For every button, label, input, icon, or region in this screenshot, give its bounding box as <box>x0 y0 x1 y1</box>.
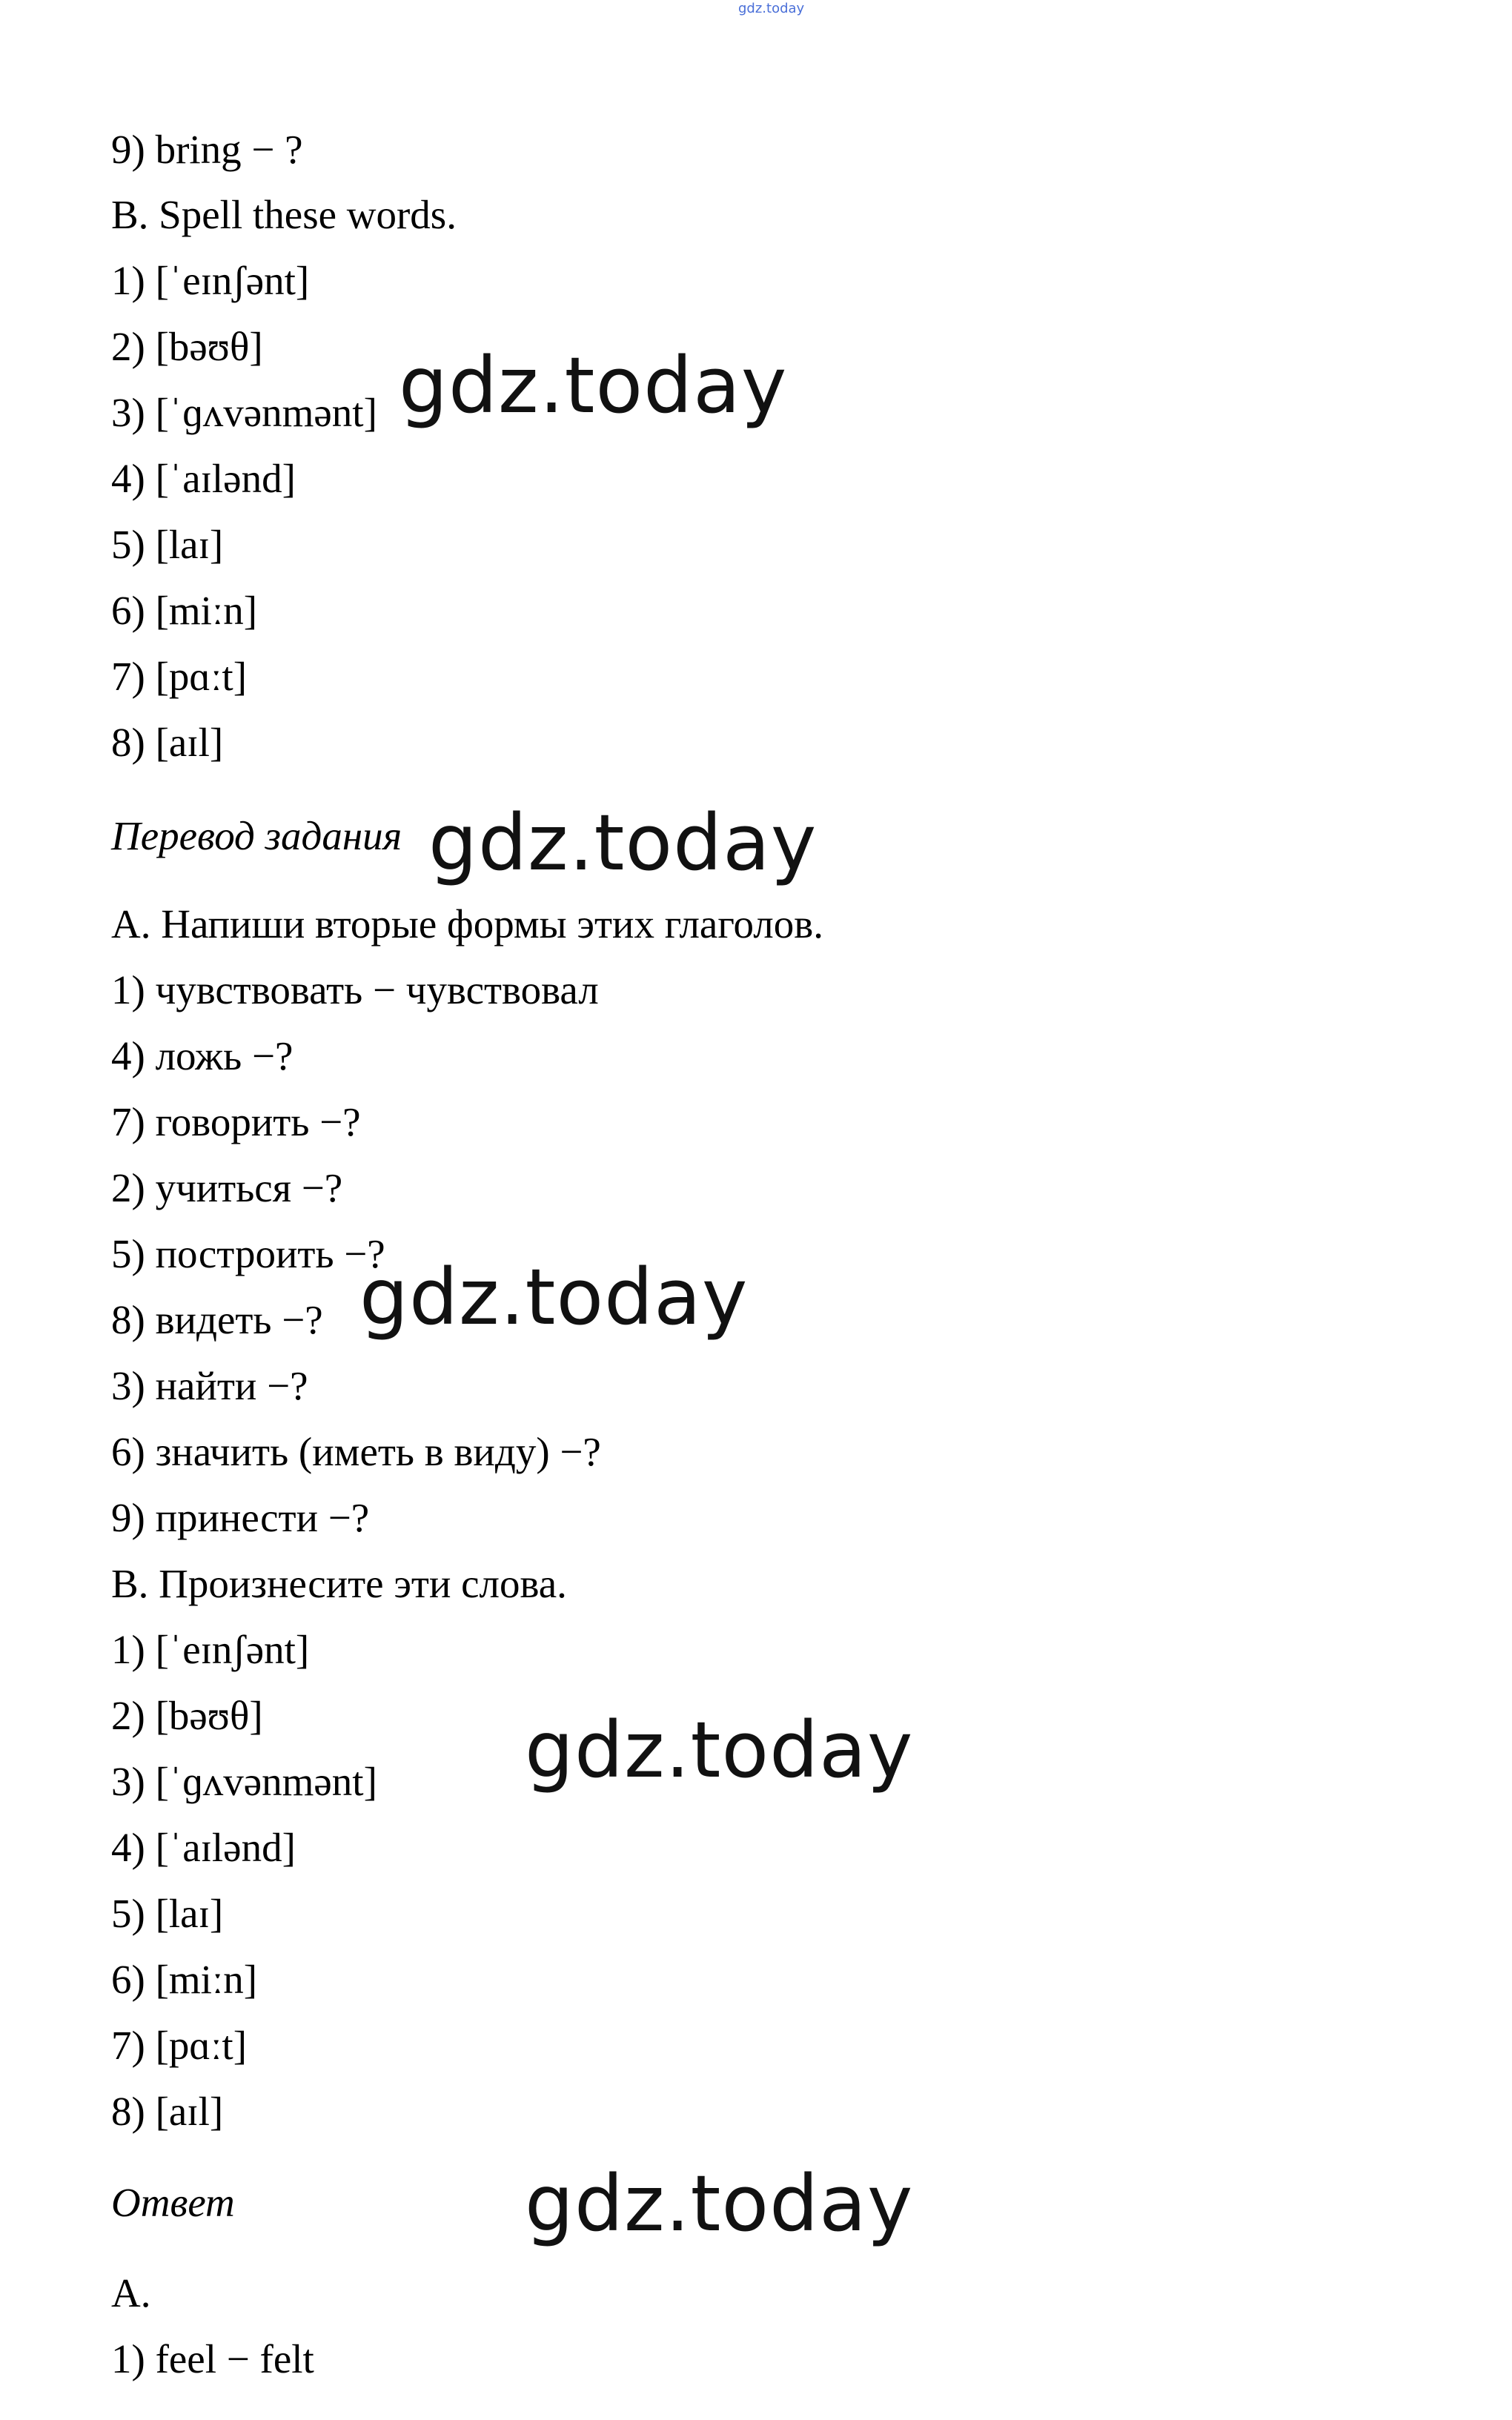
pron-item-8: 8) [aɪl] <box>111 2089 224 2134</box>
watermark-2: gdz.today <box>428 798 818 888</box>
task-b-heading: B. Произнесите эти слова. <box>111 1561 567 1606</box>
answer-part-a: A. <box>111 2270 151 2315</box>
answer-heading: Ответ <box>111 2180 235 2225</box>
verb-item-7: 7) говорить −? <box>111 1099 361 1144</box>
task-a-heading: A. Напиши вторые формы этих глаголов. <box>111 901 823 947</box>
spell-item-3: 3) [ˈɡʌvənmənt] <box>111 390 377 435</box>
verb-item-2: 2) учиться −? <box>111 1165 343 1210</box>
watermark-1: gdz.today <box>399 340 788 431</box>
pron-item-3: 3) [ˈɡʌvənmənt] <box>111 1759 377 1804</box>
verb-item-1: 1) чувствовать − чувствовал <box>111 967 599 1012</box>
spell-item-6: 6) [miːn] <box>111 588 258 633</box>
spell-heading: B. Spell these words. <box>111 192 457 237</box>
spell-item-8: 8) [aɪl] <box>111 720 224 765</box>
watermark-5: gdz.today <box>525 2158 914 2249</box>
pron-item-5: 5) [laɪ] <box>111 1891 224 1936</box>
spell-item-7: 7) [pɑːt] <box>111 654 248 699</box>
spell-item-5: 5) [laɪ] <box>111 522 224 567</box>
pron-item-7: 7) [pɑːt] <box>111 2023 248 2068</box>
watermark-4: gdz.today <box>525 1705 914 1795</box>
bring-line: 9) bring − ? <box>111 127 303 172</box>
pron-item-6: 6) [miːn] <box>111 1957 258 2002</box>
watermark-3: gdz.today <box>359 1252 749 1342</box>
spell-item-2: 2) [bəʊθ] <box>111 324 263 369</box>
verb-item-9: 9) принести −? <box>111 1495 370 1540</box>
spell-item-1: 1) [ˈeɪnʃənt] <box>111 258 310 303</box>
translation-heading: Перевод задания <box>111 813 402 858</box>
pron-item-1: 1) [ˈeɪnʃənt] <box>111 1627 310 1672</box>
verb-item-4: 4) ложь −? <box>111 1033 294 1078</box>
verb-item-3: 3) найти −? <box>111 1363 308 1408</box>
verb-item-5: 5) построить −? <box>111 1231 385 1276</box>
top-watermark: gdz.today <box>738 1 805 16</box>
spell-item-4: 4) [ˈaɪlənd] <box>111 456 296 501</box>
answer-item-1: 1) feel − felt <box>111 2336 314 2381</box>
pron-item-2: 2) [bəʊθ] <box>111 1693 263 1738</box>
pron-item-4: 4) [ˈaɪlənd] <box>111 1825 296 1870</box>
verb-item-6: 6) значить (иметь в виду) −? <box>111 1429 601 1474</box>
verb-item-8: 8) видеть −? <box>111 1297 323 1342</box>
